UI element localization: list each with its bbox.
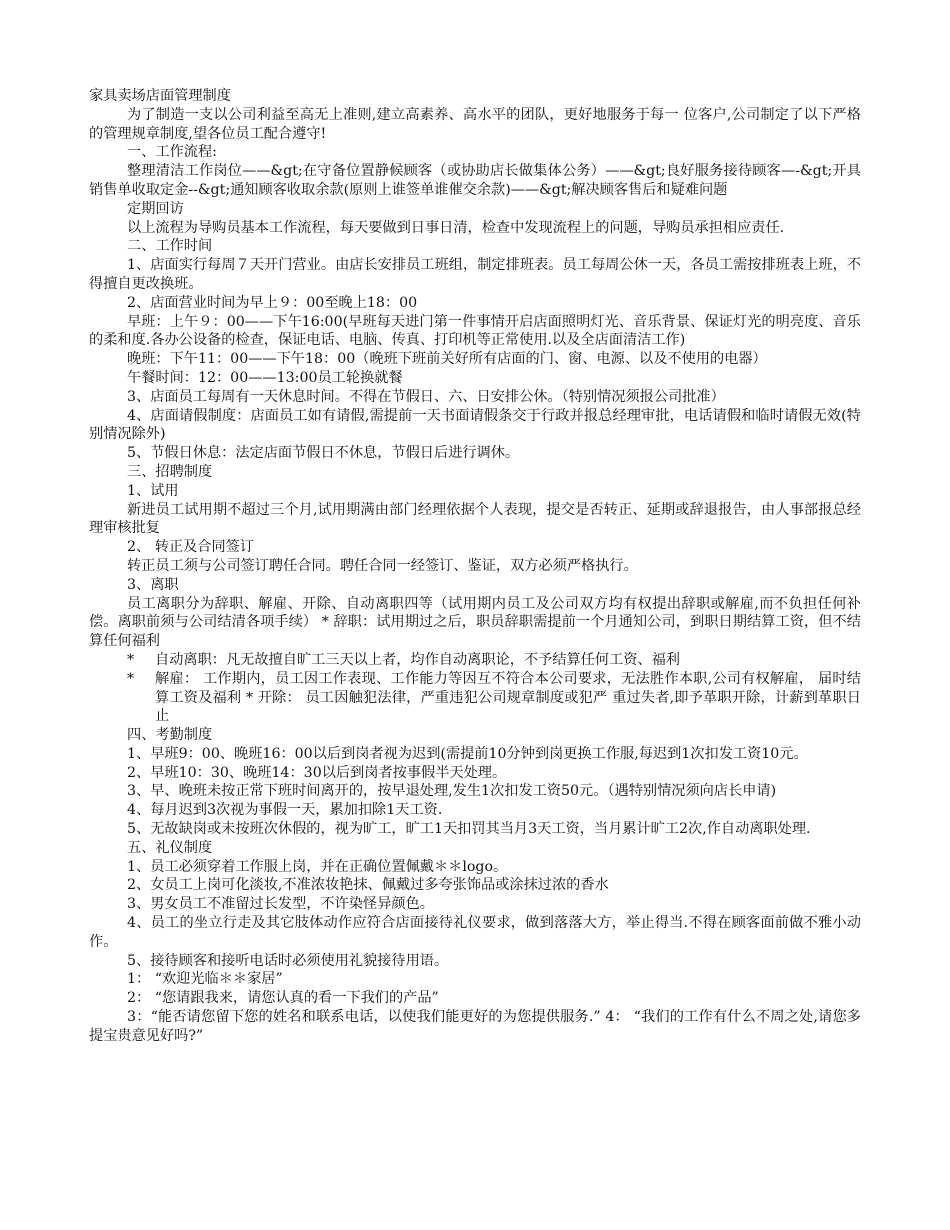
workflow-visit: 定期回访 [127,200,184,217]
workflow-summary: 以上流程为导购员基本工作流程，每天要做到日事日清，检查中发现流程上的问题，导购员承担相应责任. [127,219,785,236]
etiquette-phrase-2: 2： “您请跟我来，请您认真的看一下我们的产品” [127,990,439,1007]
attendance-item-5: 5、无故缺岗或未按班次休假的，视为旷工，旷工1天扣罚其当月3天工资，当月累计旷工2次,作自动离职处理. [127,821,811,838]
etiquette-phrase-3-4: 3：“能否请您留下您的姓名和联系电话，以使我们能更好的为您提供服务.” 4： “我们的工作有什么不周之处,请您多提宝贵意见好吗?” [89,1009,861,1044]
recruitment-resignation: 员工离职分为辞职、解雇、开除、自动离职四等（试用期内员工及公司双方均有权提出辞职或解雇,而不负担任何补偿。离职前须与公司结清各项手续） * 辞职：试用期过之后，职员辞职需提前一个月通知公司，到职日期结算工资，但不结算任何福利 [89,595,861,650]
section-heading-attendance: 四、考勤制度 [127,727,213,744]
attendance-item-2: 2、早班10：30、晚班14：30以后到岗者按事假半天处理。 [127,764,507,781]
recruitment-probation: 新进员工试用期不超过三个月,试用期满由部门经理依据个人表现，提交是否转正、延期或辞退报告，由人事部报总经理审核批复 [89,501,861,537]
worktime-morning-shift: 早班：上午９：00——下午16:00(早班每天进门第一件事情开启店面照明灯光、音乐背景、保证灯光的明亮度、音乐的柔和度.各办公设备的检查，保证电话、电脑、传真、打印机等正常使用.以及全店面清洁工作) [89,313,861,349]
recruitment-item-3: 3、离职 [127,576,179,593]
recruitment-bullet-auto-leave [89,651,861,670]
etiquette-phrase-1: 1： “欢迎光临＊＊家居” [127,971,283,988]
section-heading-etiquette: 五、礼仪制度 [127,839,213,856]
attendance-item-1: 1、早班9：00、晚班16：00以后到岗者视为迟到(需提前10分钟到岗更换工作服,每迟到1次扣发工资10元。 [127,745,808,762]
bullet-star: * [127,651,135,668]
intro-paragraph: 为了制造一支以公司利益至高无上准则,建立高素养、高水平的团队，更好地服务于每一 位客户,公司制定了以下严格的管理规章制度,望各位员工配合遵守! [89,106,861,142]
section-heading-recruitment: 三、招聘制度 [127,463,213,480]
document-title: 家具卖场店面管理制度 [89,88,231,104]
etiquette-item-5: 5、接待顾客和接听电话时必须使用礼貌接待用语。 [127,952,449,969]
recruitment-item-2: 2、 转正及合同签订 [127,539,255,556]
worktime-item-4: 4、店面请假制度：店面员工如有请假,需提前一天书面请假条交于行政并报总经理审批，电话请假和临时请假无效(特别情况除外) [89,407,861,443]
worktime-item-5: 5、节假日休息：法定店面节假日不休息，节假日后进行调休。 [127,445,520,462]
worktime-item-2: 2、店面营业时间为早上９：00至晚上18：00 [127,294,418,311]
worktime-lunch: 午餐时间：12：00——13:00员工轮换就餐 [127,369,403,386]
etiquette-item-1: 1、员工必须穿着工作服上岗，并在正确位置佩戴＊＊logo。 [127,858,508,875]
worktime-evening-shift: 晚班：下午11：00——下午18：00（晚班下班前关好所有店面的门、窗、电源、以及不使用的电器） [127,351,767,368]
etiquette-item-4: 4、员工的坐立行走及其它肢体动作应符合店面接待礼仪要求，做到落落大方，举止得当.不得在顾客面前做不雅小动作。 [89,915,861,950]
section-heading-workflow: 一、工作流程: [127,144,217,161]
recruitment-item-1: 1、试用 [127,482,179,499]
recruitment-bullet-dismissal [89,670,861,726]
bullet-text: 自动离职：凡无故擅自旷工三天以上者，均作自动离职论，不予结算任何工资、福利 [155,651,680,668]
workflow-steps: 整理清洁工作岗位——&gt;在守备位置静候顾客（或协助店长做集体公务）——&gt;良好服务接待顾客—-&gt;开具销售单收取定金--&gt;通知顾客收取余款(原则上谁签单谁催交余款)——&gt;解决顾客售后和疑难问题 [89,163,861,198]
bullet-star: * [127,670,135,687]
etiquette-item-2: 2、女员工上岗可化淡妆,不准浓妆艳抹、佩戴过多夸张饰品或涂抹过浓的香水 [127,877,609,894]
worktime-item-1: 1、店面实行每周７天开门营业。由店长安排员工班组，制定排班表。员工每周公休一天，各员工需按排班表上班，不得擅自更改换班。 [89,257,861,292]
section-heading-worktime: 二、工作时间 [127,238,213,255]
attendance-item-4: 4、每月迟到3次视为事假一天，累加扣除1天工资. [127,802,443,819]
recruitment-contract: 转正员工须与公司签订聘任合同。聘任合同一经签订、鉴证，双方必须严格执行。 [127,557,638,574]
document-body [89,87,861,1046]
attendance-item-3: 3、早、晚班未按正常下班时间离开的，按早退处理,发生1次扣发工资50元。（遇特别情况须向店长申请) [127,783,777,800]
bullet-text: 解雇： 工作期内，员工因工作表现、工作能力等因互不符合本公司要求，无法胜作本职,公司有权解雇， 届时结算工资及福利 * 开除： 员工因触犯法律，严重违犯公司规章制度或犯严 重过失者,即予革职开除，计薪到革职日止 [155,670,861,725]
etiquette-item-3: 3、男女员工不准留过长发型，不许染怪异颜色。 [127,896,434,913]
worktime-item-3: 3、店面员工每周有一天休息时间。不得在节假日、六、日安排公休。（特别情况须报公司批准） [127,388,725,405]
